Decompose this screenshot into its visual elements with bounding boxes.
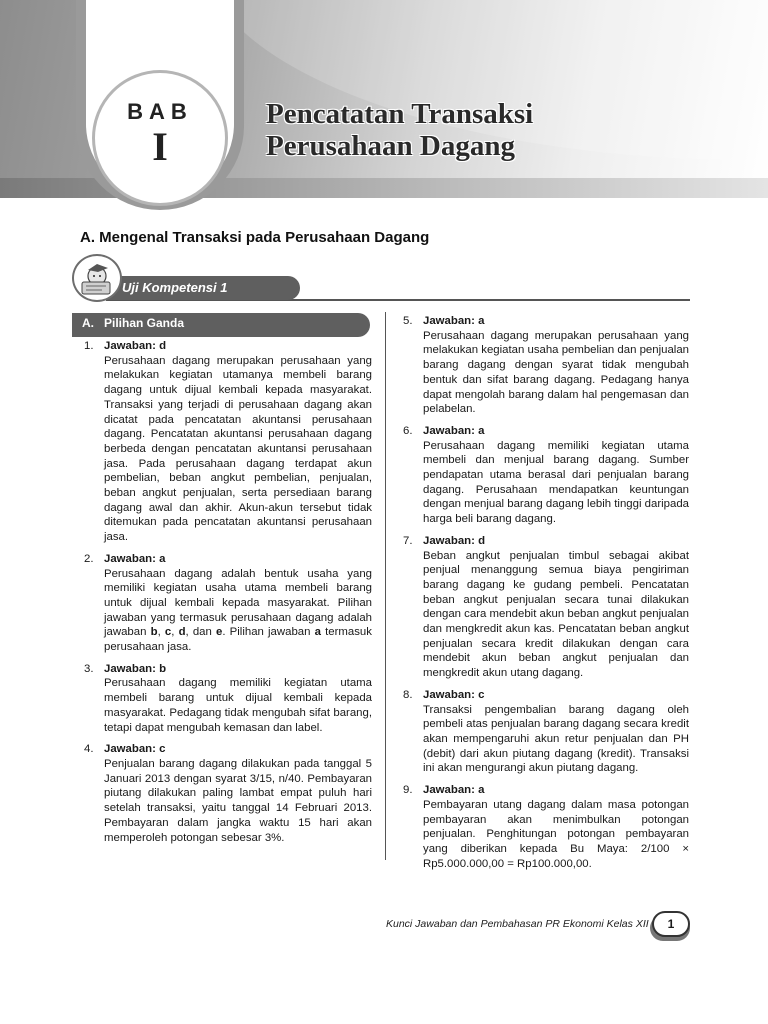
item-answer: Jawaban: a — [423, 784, 485, 797]
explanation-text: Perusahaan dagang adalah bentuk usaha yang memiliki kegiatan usaha utama membeli barang untuk dijual kembali kepada masyarakat. Pilihan jawaban yang termasuk perusahaan dagang adalah jawaban — [104, 567, 372, 639]
item-explanation: Perusahaan dagang merupakan perusahaan yang melakukan kegiatan usaha pembelian dan penjualan barang dagang dengan syarat tidak mengubah bentuk dan sifat barang dagang. Pedagang hanya dapat mengolah barang dalam hal pengemasan dan pelabelan. — [423, 329, 689, 416]
item-explanation: Perusahaan dagang memiliki kegiatan utama membeli barang untuk dijual kembali kepada masyarakat. Pedagang tidak mengubah sifat barang, tetapi dapat mengubah kemasan dan label. — [104, 677, 372, 734]
answer-item-5 — [403, 314, 689, 417]
chapter-badge — [92, 70, 228, 206]
item-answer: Jawaban: d — [104, 340, 167, 352]
item-number: 8. — [403, 688, 413, 701]
item-answer: Jawaban: c — [423, 688, 485, 701]
footer-book-title: Kunci Jawaban dan Pembahasan PR Ekonomi Kelas XII — [386, 918, 649, 930]
answer-item-4 — [84, 742, 372, 845]
section-heading: A. Mengenal Transaksi pada Perusahaan Dagang — [80, 229, 430, 246]
item-number: 5. — [403, 315, 413, 327]
item-explanation: Transaksi pengembalian barang dagang oleh pembeli atas penjualan barang dagang secara kredit akan mempengaruhi akun retur penjualan dan PH (debit) dari akun piutang dagang (kredit). Transaksi ini akan mengurangi akun piutang dagang. — [423, 703, 689, 775]
student-illustration-icon — [72, 254, 122, 302]
item-answer: Jawaban: c — [104, 743, 166, 756]
chapter-number: I — [152, 124, 168, 169]
separator: , — [171, 626, 179, 639]
item-explanation — [104, 567, 372, 655]
answer-item-3 — [84, 662, 372, 736]
explanation-text: termasuk perusahaan jasa. — [104, 626, 372, 654]
answer-item-2 — [84, 552, 372, 655]
item-explanation: Perusahaan dagang merupakan perusahaan yang melakukan kegiatan utamanya membeli barang dagang untuk dijual kembali kepada masyarakat. Transaksi yang terjadi di perusahaan dagang akan dicatat pada pencatatan akuntansi perusahaan dagang. Pencatatan akuntansi perusahaan dagang berbeda dengan pencatatan akuntansi perusahaan jasa. Pada perusahaan dagang terdapat akun pembelian, beban angkut pembelian, penjualan, beban angkut penjualan, serta persediaan barang dagang awal dan akhir. Akun-akun tersebut tidak ditemukan pada pencatatan akuntansi perusahaan jasa. — [104, 354, 372, 544]
answer-item-6 — [403, 424, 689, 527]
item-number: 4. — [84, 743, 94, 756]
item-explanation: Beban angkut penjualan timbul sebagai akibat penjual menanggung semua biaya pengiriman barang dagang ke gudang pembeli. Pencatatan beban angkut penjualan secara tunai dilakukan dengan cara mendebit akun beban angkut penjualan dan mengkredit akun kas. Pencatatan beban angkut penjualan secara kredit dilakukan dengan cara mendebit akun beban angkut penjualan dan mengkredit akun utang dagang. — [423, 549, 689, 680]
subsection-letter: A. — [82, 316, 94, 330]
subsection-label: Pilihan Ganda — [104, 316, 185, 330]
item-answer: Jawaban: a — [423, 424, 485, 437]
item-answer: Jawaban: d — [423, 534, 486, 547]
option-e: e — [216, 626, 223, 639]
answer-item-7 — [403, 534, 689, 681]
item-number: 7. — [403, 534, 413, 547]
chapter-label: BAB — [127, 99, 193, 124]
item-explanation: Perusahaan dagang memiliki kegiatan utama membeli dan menjual barang dagang. Sumber pendapatan utama berasal dari penjualan barang dagang. Perusahaan mendapatkan keuntungan dengan menjual barang dagang lebih tinggi daripada harga beli barang dagang. — [423, 439, 689, 526]
item-answer: Jawaban: b — [104, 662, 167, 675]
item-number: 1. — [84, 340, 94, 352]
item-number: 2. — [84, 552, 94, 565]
option-b: b — [150, 626, 158, 639]
item-explanation: Penjualan barang dagang dilakukan pada tanggal 5 Januari 2013 dengan syarat 3/15, n/40. Pembayaran piutang dilakukan paling lambat empat puluh hari setelah transaksi, yaitu tanggal 14 Februari 2013. Pembayaran dalam jangka waktu 15 hari akan memperoleh potongan sebesar 3%. — [104, 757, 372, 844]
right-column — [403, 314, 689, 878]
answer-item-8 — [403, 688, 689, 776]
chapter-title-line-1: Pencatatan Transaksi — [266, 98, 534, 130]
option-a: a — [314, 626, 321, 639]
explanation-text: . Pilihan jawaban — [222, 626, 315, 639]
chapter-title-line-2: Perusahaan Dagang — [266, 130, 515, 162]
page-number: 1 — [652, 911, 690, 937]
item-number: 3. — [84, 662, 94, 675]
separator: , — [157, 626, 165, 639]
chapter-title — [266, 98, 533, 162]
competency-bar — [70, 254, 690, 302]
column-divider — [385, 312, 386, 860]
item-number: 6. — [403, 424, 413, 437]
item-number: 9. — [403, 784, 413, 797]
answer-item-9 — [403, 783, 689, 871]
option-c: c — [164, 626, 172, 639]
option-d: d — [178, 626, 186, 639]
item-answer: Jawaban: a — [423, 315, 485, 327]
item-answer: Jawaban: a — [104, 552, 166, 565]
answer-item-1 — [84, 339, 372, 545]
separator: , dan — [185, 626, 217, 639]
item-explanation: Pembayaran utang dagang dalam masa potongan pembayaran akan menimbulkan potongan penjualan. Penghitungan potongan pembayaran yang diberikan kepada Bu Maya: 2/100 × Rp5.000.000,00 = Rp100.000,00. — [423, 798, 689, 870]
competency-label: Uji Kompetensi 1 — [122, 280, 228, 295]
left-column — [84, 339, 372, 852]
